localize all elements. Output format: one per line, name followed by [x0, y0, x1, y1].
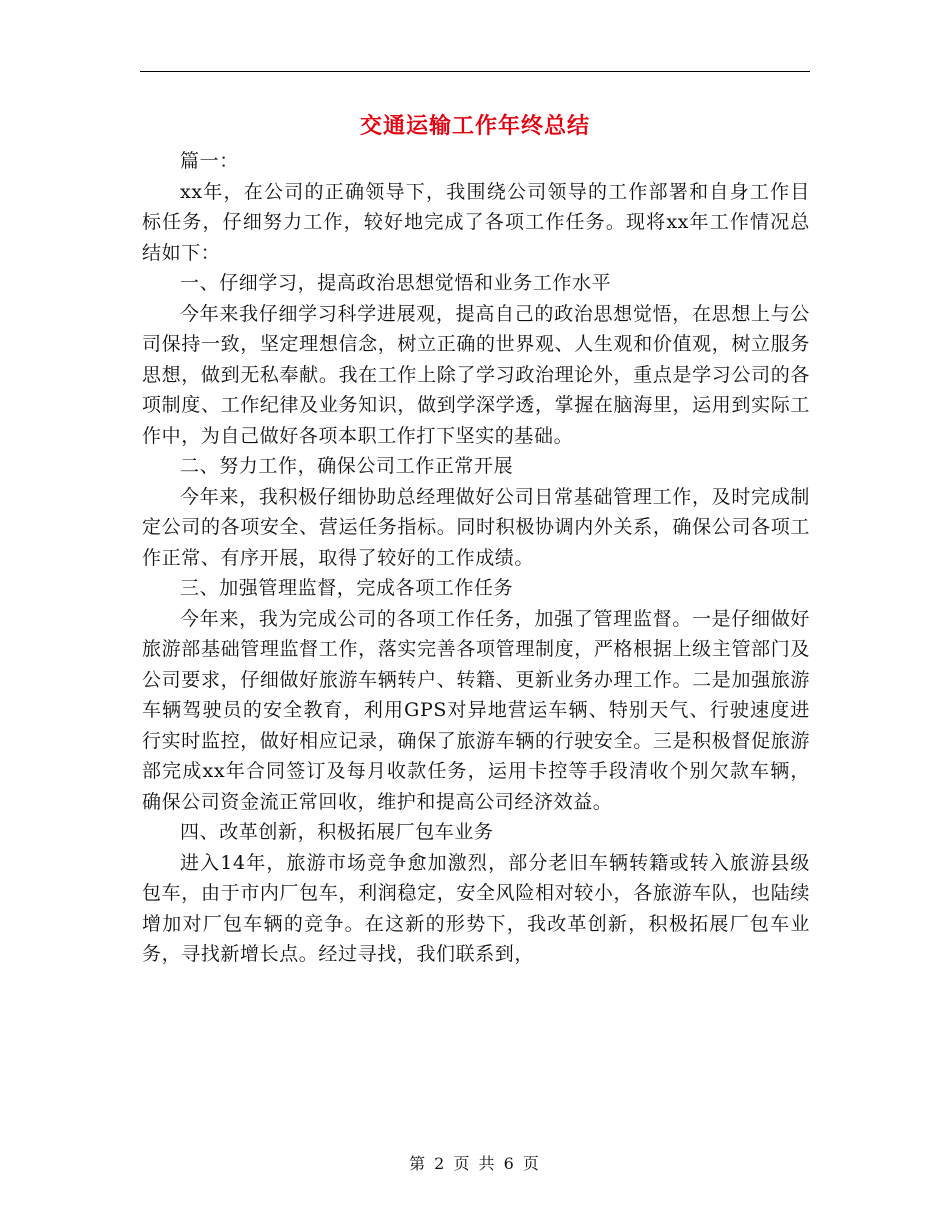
body-paragraph: 今年来，我积极仔细协助总经理做好公司日常基础管理工作，及时完成制定公司的各项安全、营运任务指标。同时积极协调内外关系，确保公司各项工作正常、有序开展，取得了较好的工作成绩。 — [142, 485, 810, 569]
body-paragraph: 篇一： — [180, 150, 239, 172]
body-paragraph: xx年，在公司的正确领导下，我围绕公司领导的工作部署和自身工作目标任务，仔细努力工作，较好地完成了各项工作任务。现将xx年工作情况总结如下： — [142, 180, 810, 264]
document-title: 交通运输工作年终总结 — [359, 113, 590, 139]
body-paragraph: 今年来，我为完成公司的各项工作任务，加强了管理监督。一是仔细做好旅游部基础管理监督工作，落实完善各项管理制度，严格根据上级主管部门及公司要求，仔细做好旅游车辆转户、转籍、更新业务办理工作。二是加强旅游车辆驾驶员的安全教育，利用GPS对异地营运车辆、特别天气、行驶速度进行实时监控，做好相应记录，确保了旅游车辆的行驶安全。三是积极督促旅游部完成xx年合同签订及每月收款任务，运用卡控等手段清收个别欠款车辆，确保公司资金流正常回收，维护和提高公司经济效益。 — [142, 607, 810, 813]
section-heading: 三、加强管理监督，完成各项工作任务 — [180, 577, 514, 599]
page-number: 第 2 页 共 6 页 — [409, 1154, 541, 1173]
section-heading: 二、努力工作，确保公司工作正常开展 — [180, 455, 514, 477]
body-paragraph: 进入14年，旅游市场竞争愈加激烈，部分老旧车辆转籍或转入旅游县级包车，由于市内厂包车，利润稳定，安全风险相对较小，各旅游车队，也陆续增加对厂包车辆的竞争。在这新的形势下，我改革创新，积极拓展厂包车业务，寻找新增长点。经过寻找，我们联系到， — [142, 851, 810, 965]
section-heading: 四、改革创新，积极拓展厂包车业务 — [180, 821, 494, 843]
body-paragraph: 今年来我仔细学习科学进展观，提高自己的政治思想觉悟，在思想上与公司保持一致，坚定理想信念，树立正确的世界观、人生观和价值观，树立服务思想，做到无私奉献。我在工作上除了学习政治理论外，重点是学习公司的各项制度、工作纪律及业务知识，做到学深学透，掌握在脑海里，运用到实际工作中，为自己做好各项本职工作打下坚实的基础。 — [142, 302, 810, 447]
document-body — [142, 146, 810, 970]
section-heading: 一、仔细学习，提高政治思想觉悟和业务工作水平 — [180, 272, 612, 294]
header-rule — [140, 71, 810, 72]
